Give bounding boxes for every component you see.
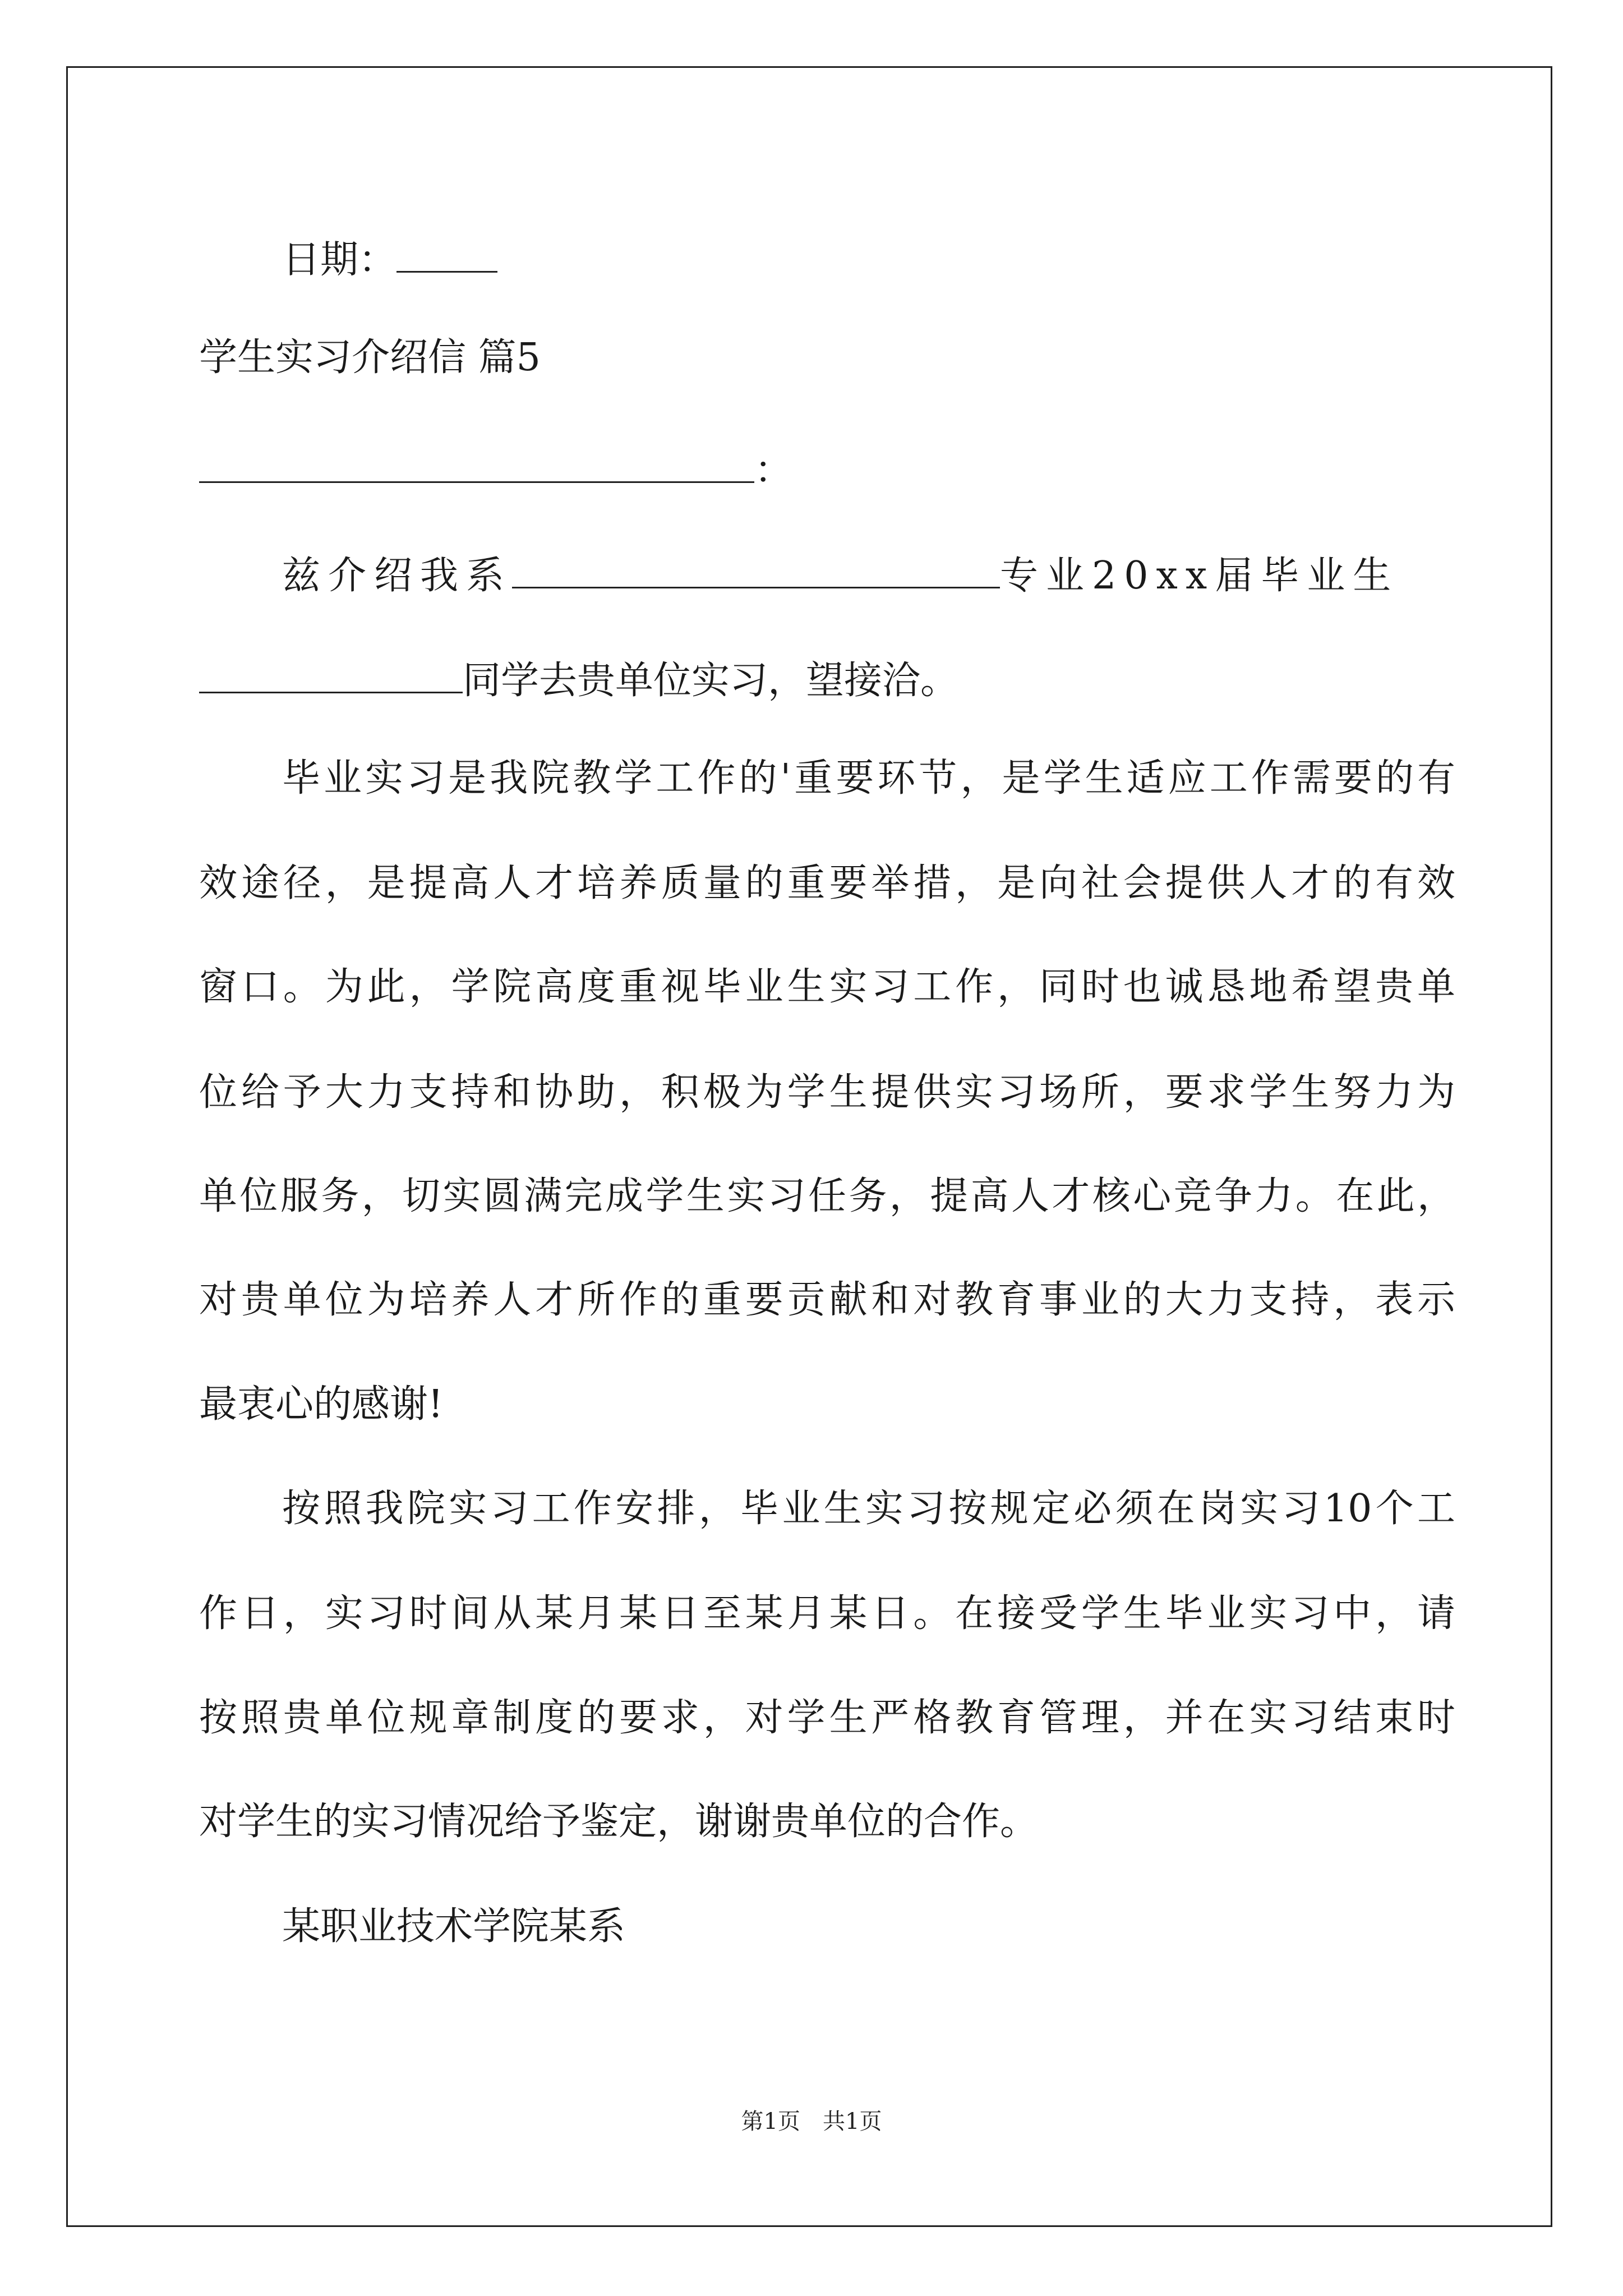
student-name-blank (199, 654, 463, 693)
p2-line-4: 对学生的实习情况给予鉴定，谢谢贵单位的合作。 (199, 1800, 1039, 1844)
letter-heading: 学生实习介绍信 篇5 (199, 335, 541, 380)
intro-part1: 兹介绍我系 (282, 554, 513, 598)
addressee-colon: ： (754, 448, 793, 493)
p2-line-2: 作日，实习时间从某月某日至某月某日。在接受学生毕业实习中，请 (199, 1591, 1455, 1636)
intro-line-2 (199, 654, 958, 702)
page-footer: 第1页 共1页 (741, 2109, 882, 2134)
p1-line-2: 效途径，是提高人才培养质量的重要举措，是向社会提供人才的有效 (199, 861, 1455, 905)
addressee-line (199, 443, 792, 492)
p1-line-7: 最衷心的感谢! (199, 1382, 444, 1427)
addressee-blank (199, 443, 754, 483)
major-blank (512, 549, 1000, 588)
date-blank (396, 233, 497, 273)
signature: 某职业技术学院某系 (282, 1904, 626, 1949)
date-line (282, 233, 497, 282)
p1-line-1: 毕业实习是我院教学工作的'重要环节，是学生适应工作需要的有 (282, 756, 1455, 800)
date-label: 日期： (282, 238, 397, 282)
p1-line-3: 窗口。为此，学院高度重视毕业生实习工作，同时也诚恳地希望贵单 (199, 965, 1455, 1009)
intro-part3: 同学去贵单位实习，望接洽。 (463, 659, 959, 703)
p1-line-4: 位给予大力支持和协助，积极为学生提供实习场所，要求学生努力为 (199, 1070, 1455, 1115)
p2-line-1: 按照我院实习工作安排，毕业生实习按规定必须在岗实习10个工 (282, 1487, 1455, 1531)
intro-part2: 专业20xx届毕业生 (1000, 554, 1399, 598)
intro-line-1 (282, 549, 1455, 597)
p1-line-5: 单位服务，切实圆满完成学生实习任务，提高人才核心竞争力。在此， (199, 1174, 1455, 1218)
p2-line-3: 按照贵单位规章制度的要求，对学生严格教育管理，并在实习结束时 (199, 1696, 1455, 1740)
p1-line-6: 对贵单位为培养人才所作的重要贡献和对教育事业的大力支持，表示 (199, 1278, 1455, 1322)
page-frame (66, 66, 1552, 2227)
